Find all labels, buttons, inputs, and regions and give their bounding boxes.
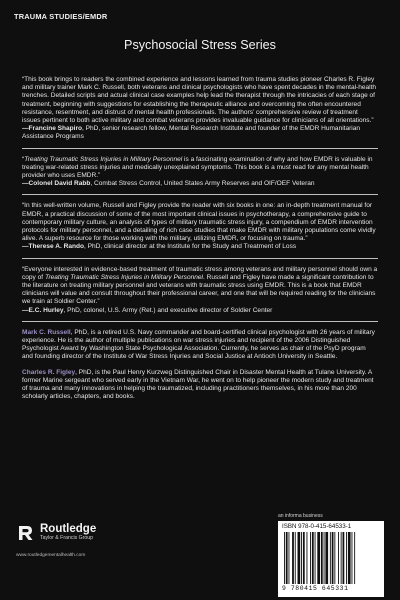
review-quote — [22, 266, 378, 307]
review-quote: “In this well-written volume, Russell and Figley provide the reader with six books in one: an in-depth treatment manual for EMDR, a practical discussion of some of the most important clinical issues in psychotherapy, a comprehensive guide to contemporary military culture, an analysis of types of military traumatic stress injury, a compendium of EMDR intervention protocols for military personnel, and a detailing of rich case studies that make EMDR with military populations come vividly alive. A superb resource for those working with the military, utilizing EMDR, or focusing on trauma.” — [22, 202, 376, 243]
reviewer-name: —Francine Shapiro — [22, 125, 83, 133]
reviewer-credit: , PhD, clinical director at the Institute for the Study and Treatment of Loss — [83, 243, 297, 251]
barcode-bar — [346, 532, 347, 584]
quote-open: “ — [22, 155, 25, 163]
book-title-italic: Treating Traumatic Stress Injuries in Military Personnel — [24, 155, 183, 163]
barcode-bar — [317, 532, 320, 584]
barcode-bar — [348, 532, 351, 584]
author-name: Mark C. Russell — [22, 328, 71, 336]
reviewer-credit: , Combat Stress Control, United States Army Reserves and OIF/OEF Veteran — [90, 180, 315, 188]
barcode-bar — [284, 532, 285, 584]
author-bio-text — [22, 369, 378, 402]
barcode-bar — [307, 532, 308, 584]
quote-rest: . Russell and Figley have made a significant contribution to the literature on treating military personnel and veterans with traumatic stress using EMDR. This is a book that EMDR clinicians will value and consult throughout their professional career, and one that will be required reading for the clinicians we train at Soldier Center.” — [22, 273, 376, 306]
barcode-bars — [282, 532, 380, 584]
author-bio-1 — [22, 329, 378, 362]
barcode-bar — [324, 532, 325, 584]
barcode-digits: 9 780415 645331 — [282, 585, 349, 592]
publisher-subtitle: Taylor & Francis Group — [40, 535, 94, 541]
review-attribution — [22, 180, 378, 188]
author-name: Charles R. Figley — [22, 368, 76, 376]
isbn-text: ISBN 978-0-415-64533-1 — [282, 523, 352, 530]
review-2 — [22, 156, 378, 189]
review-attribution — [22, 243, 378, 251]
book-title-italic: Treating Traumatic Stress Injuries in Military Personnel — [44, 273, 203, 281]
barcode-bar — [312, 532, 314, 584]
divider — [22, 321, 378, 322]
barcode-bar — [330, 532, 331, 584]
barcode-bar — [289, 532, 290, 584]
barcode-bar — [343, 532, 345, 584]
divider — [22, 258, 378, 259]
review-1 — [22, 76, 378, 142]
review-3 — [22, 202, 378, 251]
barcode-box — [278, 521, 384, 597]
reviewer-name: —E.C. Hurley — [22, 306, 64, 314]
barcode-bar — [310, 532, 311, 584]
back-cover-content — [22, 76, 378, 402]
series-title: Psychosocial Stress Series — [124, 38, 276, 52]
barcode-bar — [341, 532, 342, 584]
barcode-bar — [295, 532, 296, 584]
author-bio-text — [22, 329, 378, 362]
review-4 — [22, 266, 378, 315]
barcode-bar — [301, 532, 302, 584]
category-label: TRAUMA STUDIES/EMDR — [14, 12, 108, 21]
barcode-block — [278, 513, 384, 597]
barcode-bar — [315, 532, 316, 584]
review-attribution — [22, 125, 378, 141]
review-quote — [22, 156, 378, 181]
quote-rest: is a fascinating examination of why and how EMDR is valuable in treating war-related stress injuries and medically unexplained symptoms. This book is a must read for any mental health provider who uses EMDR.” — [22, 155, 373, 180]
barcode-bar — [332, 532, 334, 584]
publisher-url[interactable]: www.routledgementalhealth.com — [16, 553, 86, 558]
divider — [22, 194, 378, 195]
imprint-label: an informa business — [278, 513, 323, 519]
routledge-logo-icon — [16, 523, 36, 543]
barcode-bar — [321, 532, 323, 584]
divider — [22, 148, 378, 149]
reviewer-credit: , PhD, colonel, U.S. Army (Ret.) and executive director of Soldier Center — [63, 306, 273, 314]
barcode-bar — [286, 532, 288, 584]
publisher-name: Routledge — [40, 523, 97, 535]
barcode-bar — [338, 532, 339, 584]
publisher-logo — [16, 523, 166, 543]
barcode-bar — [354, 532, 355, 584]
barcode-bar — [303, 532, 305, 584]
reviewer-name: —Colonel David Rabb — [22, 180, 91, 188]
barcode-bar — [292, 532, 294, 584]
reviewer-name: —Therese A. Rando — [22, 243, 84, 251]
review-quote: “This book brings to readers the combined experience and lessons learned from trauma studies pioneer Charles R. Figley and military trainer Mark C. Russell, both veterans and clinical psychologists who have spent decades in the mental-health trenches. Detailed scripts and actual clinical case examples help lead the therapist through the intricacies of each stage of treatment, beginning with suggestions for establishing the therapeutic alliance and overcoming the often encountered resistance, resentment, and distrust of mental health professionals. The authors’ comprehensive review of treatment issues pertinent to both active military and combat veterans provides invaluable guidance for clinicians of all orientations.” — [22, 76, 377, 125]
quote-open: “Everyone interested in evidence-based treatment of traumatic stress among veterans and military personnel should own a copy of — [22, 265, 378, 281]
barcode-bar — [298, 532, 301, 584]
author-bio-2 — [22, 369, 378, 402]
barcode-bar — [352, 532, 353, 584]
author-bio-body: , PhD, is a retired U.S. Navy commander and board-certified clinical psychologist with 26 years of military experience. He is the author of multiple publications on war stress injuries and recipient of the 2006 Distinguished Psychologist Award by Washington State Psychological Association. Currently, he serves as chair of the PsyD program and founding director of the Institute of War Stress Injuries and Social Justice at Antioch University in Seattle. — [22, 328, 375, 361]
author-bio-body: , PhD, is the Paul Henry Kurzweg Distinguished Chair in Disaster Mental Health at Tulane University. A former Marine sergeant who served early in the Vietnam War, he went on to help pioneer the modern study and treatment of trauma and many innovations in helping the traumatized, including practitioners themselves, in his more than 200 scholarly articles, chapters, and books. — [22, 368, 374, 401]
barcode-bar — [325, 532, 328, 584]
publisher-block — [16, 523, 166, 558]
barcode-bar — [334, 532, 335, 584]
review-attribution — [22, 307, 378, 315]
reviewer-credit: , PhD, senior research fellow, Mental Research Institute and founder of the EMDR Humanitarian Assistance Programs — [22, 125, 361, 141]
